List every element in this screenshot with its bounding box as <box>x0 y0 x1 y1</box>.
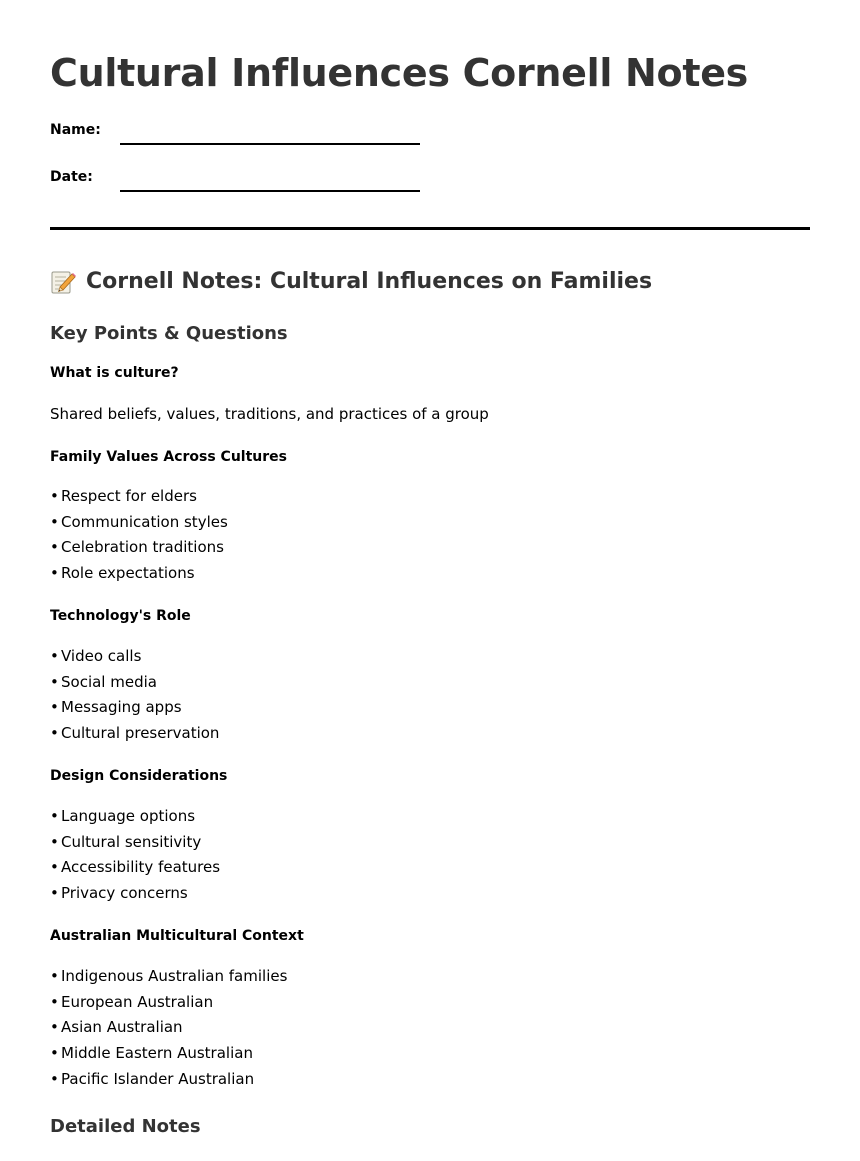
bullet-dot: • <box>50 884 59 903</box>
bullet-dot: • <box>50 564 59 583</box>
list-item-text: Respect for elders <box>61 487 197 505</box>
topic-title: Australian Multicultural Context <box>50 928 304 944</box>
bullet-dot: • <box>50 1044 59 1063</box>
list-item-text: Communication styles <box>61 512 228 531</box>
name-label: Name: <box>50 122 101 138</box>
list-item-text: Asian Australian <box>61 1018 183 1037</box>
topic-bullet-list <box>50 644 219 747</box>
section-title <box>50 265 652 299</box>
list-item-text: Indigenous Australian families <box>61 967 288 985</box>
list-item-text: Cultural sensitivity <box>61 832 202 851</box>
topic-title: Technology's Role <box>50 608 191 624</box>
list-item <box>50 1041 287 1067</box>
list-item <box>50 1015 287 1041</box>
bullet-dot: • <box>50 538 59 557</box>
list-item <box>50 561 228 587</box>
list-item <box>50 855 220 881</box>
list-item <box>50 670 219 696</box>
bullet-dot: • <box>50 832 59 851</box>
list-item <box>50 1067 287 1093</box>
topic-title: Design Considerations <box>50 768 228 784</box>
memo-pencil-icon <box>50 269 76 295</box>
bullet-dot: • <box>50 1069 59 1088</box>
list-item-text: Accessibility features <box>61 858 221 877</box>
header-divider <box>50 227 810 230</box>
list-item <box>50 881 220 907</box>
bullet-dot: • <box>50 992 59 1011</box>
topic-bullet-list <box>50 484 228 587</box>
page-title: Cultural Influences Cornell Notes <box>50 51 748 95</box>
list-item <box>50 990 287 1016</box>
list-item <box>50 535 228 561</box>
list-item-text: Role expectations <box>61 564 195 583</box>
bullet-dot: • <box>50 858 59 877</box>
bullet-dot: • <box>50 698 59 717</box>
date-label: Date: <box>50 169 93 185</box>
list-item <box>50 695 219 721</box>
bullet-dot: • <box>50 967 59 985</box>
list-item-text: Social media <box>61 672 157 691</box>
list-item <box>50 804 220 830</box>
topic-title: What is culture? <box>50 365 179 381</box>
list-item <box>50 830 220 856</box>
bullet-dot: • <box>50 672 59 691</box>
name-blank-line[interactable] <box>120 143 420 145</box>
list-item <box>50 510 228 536</box>
list-item-text: Messaging apps <box>61 698 182 717</box>
bullet-dot: • <box>50 487 59 505</box>
topic-bullet-list <box>50 964 287 1092</box>
bullet-dot: • <box>50 724 59 743</box>
list-item <box>50 644 219 670</box>
list-item-text: Privacy concerns <box>61 884 188 903</box>
bullet-dot: • <box>50 807 59 825</box>
topic-bullet-list <box>50 804 220 907</box>
topic-title: Family Values Across Cultures <box>50 449 287 465</box>
list-item-text: Video calls <box>61 647 142 665</box>
list-item <box>50 964 287 990</box>
list-item-text: Middle Eastern Australian <box>61 1044 253 1063</box>
list-item-text: Cultural preservation <box>61 724 220 743</box>
date-blank-line[interactable] <box>120 190 420 192</box>
bullet-dot: • <box>50 647 59 665</box>
list-item-text: Language options <box>61 807 196 825</box>
section-title-text: Cornell Notes: Cultural Influences on Families <box>86 269 653 294</box>
list-item-text: European Australian <box>61 992 214 1011</box>
list-item <box>50 721 219 747</box>
date-field[interactable] <box>50 165 470 195</box>
name-field[interactable] <box>50 118 470 148</box>
bullet-dot: • <box>50 1018 59 1037</box>
detailed-notes-heading: Detailed Notes <box>50 1116 201 1137</box>
bullet-dot: • <box>50 512 59 531</box>
list-item-text: Celebration traditions <box>61 538 224 557</box>
list-item-text: Pacific Islander Australian <box>61 1069 255 1088</box>
topic-answer: Shared beliefs, values, traditions, and practices of a group <box>50 405 489 423</box>
list-item <box>50 484 228 510</box>
key-points-heading: Key Points & Questions <box>50 323 288 344</box>
